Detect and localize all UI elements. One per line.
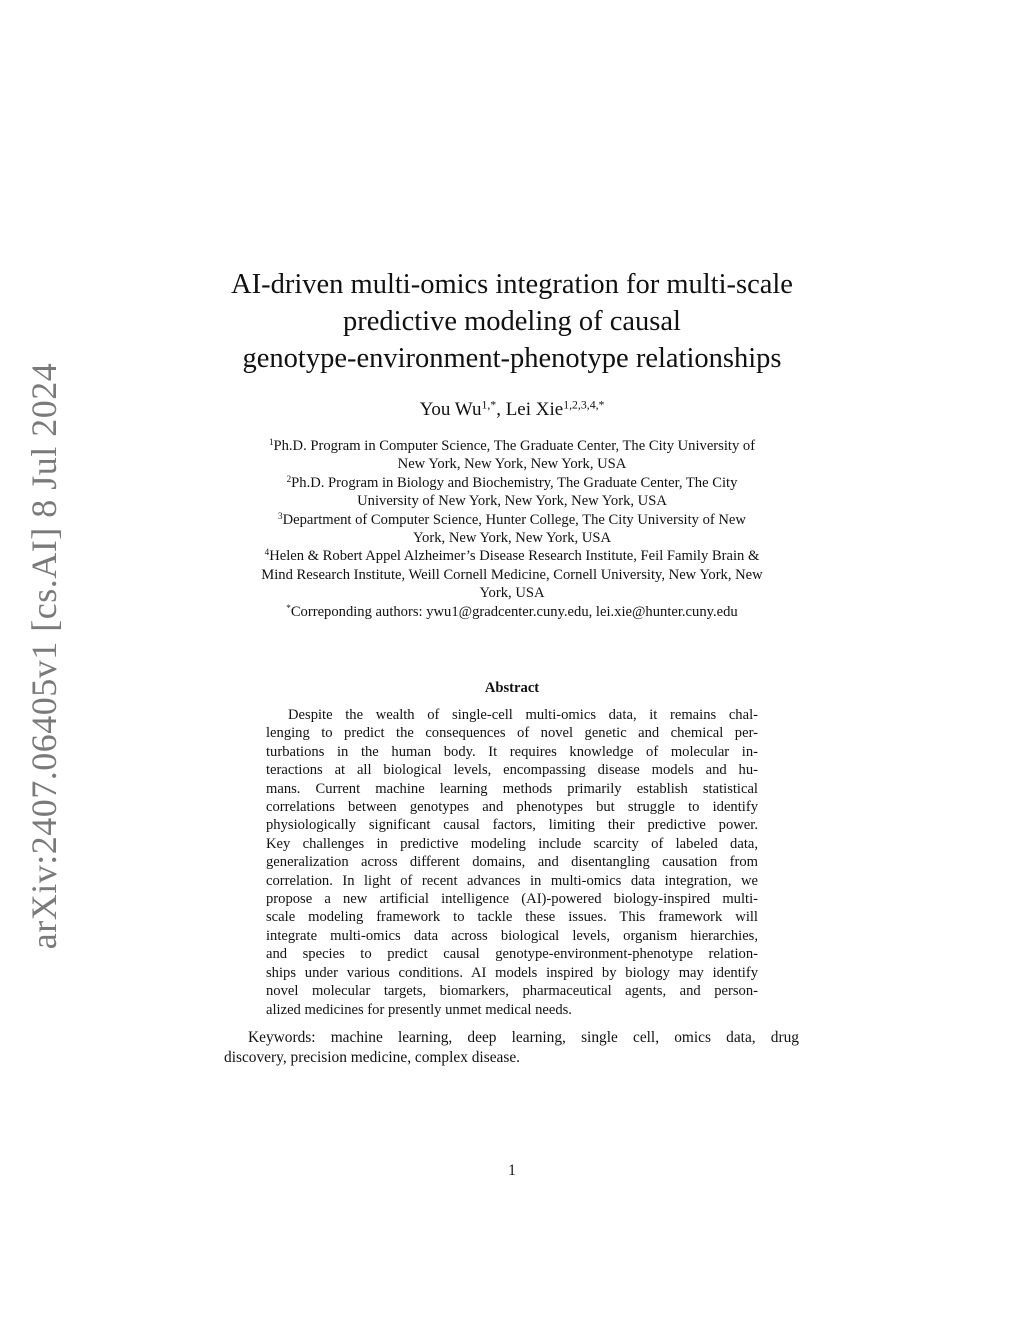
abstract-line: turbations in the human body. It requires knowledge of molecular in-	[266, 743, 758, 760]
title-line: AI-driven multi-omics integration for multi-scale	[231, 269, 793, 300]
affiliation-marker: 1	[268, 437, 274, 448]
keywords-line: discovery, precision medicine, complex disease.	[224, 1049, 521, 1066]
affiliation-4-continued: Mind Research Institute, Weill Cornell Medicine, Cornell University, New York, New	[261, 566, 763, 583]
page-number: 1	[508, 1162, 516, 1179]
corresponding-authors: *Correponding authors: ywu1@gradcenter.cuny.edu, lei.xie@hunter.cuny.edu	[286, 602, 738, 620]
arxiv-identifier-stamp: arXiv:2407.06405v1 [cs.AI] 8 Jul 2024	[24, 362, 64, 950]
abstract-line: alized medicines for presently unmet medical needs.	[266, 1001, 572, 1018]
abstract-line: generalization across different domains, and disentangling causation from	[266, 854, 758, 871]
affiliations	[200, 437, 824, 621]
author-affiliation-marker: 1,*	[481, 398, 497, 412]
author-separator: ,	[496, 399, 506, 420]
abstract-line: correlation. In light of recent advances in multi-omics data integration, we	[266, 872, 758, 889]
affiliation-3: $^3$Department of Computer Science, Hunter College, The City University of New	[278, 510, 746, 528]
abstract-line: correlations between genotypes and phenotypes but struggle to identify	[266, 799, 758, 816]
affiliation-2-continued: University of New York, New York, New York, USA	[357, 493, 667, 510]
abstract-line: Key challenges in predictive modeling include scarcity of labeled data,	[266, 835, 758, 852]
abstract-line: and species to predict causal genotype-environment-phenotype relation-	[266, 946, 758, 963]
title-line: predictive modeling of causal	[343, 306, 681, 337]
affiliation-1-continued: New York, New York, New York, USA	[397, 456, 627, 473]
abstract-line: mans. Current machine learning methods primarily establish statistical	[266, 780, 758, 797]
abstract-line: ships under various conditions. AI models inspired by biology may identify	[266, 964, 758, 981]
affiliation-marker: 2	[286, 473, 292, 484]
author-affiliation-marker: 1,2,3,4,*	[563, 398, 605, 412]
affiliation-4-continued: York, USA	[479, 585, 545, 602]
affiliation-4: $^4$Helen & Robert Appel Alzheimer’s Disease Research Institute, Feil Family Brain &	[264, 547, 760, 565]
abstract-body	[266, 706, 758, 1019]
affiliation-2: $^2$Ph.D. Program in Biology and Biochemistry, The Graduate Center, The City	[286, 473, 738, 491]
keywords-paragraph	[224, 1028, 799, 1068]
abstract-line: novel molecular targets, biomarkers, pharmaceutical agents, and person-	[266, 983, 758, 1000]
abstract-line: propose a new artificial intelligence (AI)-powered biology-inspired multi-	[266, 891, 758, 908]
author-name: Lei Xie	[505, 399, 564, 420]
abstract-heading: Abstract	[484, 680, 540, 696]
author-name: You Wu	[419, 399, 482, 420]
paper-title	[200, 266, 824, 377]
affiliation-1: $^1$Ph.D. Program in Computer Science, The Graduate Center, The City University of	[268, 437, 756, 454]
abstract-line: integrate multi-omics data across biological levels, organism hierarchies,	[266, 927, 758, 944]
abstract-line: lenging to predict the consequences of novel genetic and chemical per-	[266, 725, 758, 742]
abstract-line: teractions at all biological levels, encompassing disease models and hu-	[266, 762, 758, 779]
abstract-line: scale modeling framework to tackle these issues. This framework will	[266, 909, 758, 926]
corresponding-marker: *	[286, 602, 291, 613]
affiliation-marker: 3	[278, 510, 283, 521]
abstract-line: physiologically significant causal factors, limiting their predictive power.	[266, 817, 758, 834]
abstract-line: Despite the wealth of single-cell multi-omics data, it remains chal-	[288, 707, 758, 723]
author-list	[200, 398, 824, 422]
keywords-line: Keywords: machine learning, deep learning, single cell, omics data, drug	[248, 1029, 799, 1046]
affiliation-marker: 4	[264, 547, 270, 558]
affiliation-3-continued: York, New York, New York, USA	[412, 530, 611, 547]
title-line: genotype-environment-phenotype relationships	[242, 343, 782, 374]
